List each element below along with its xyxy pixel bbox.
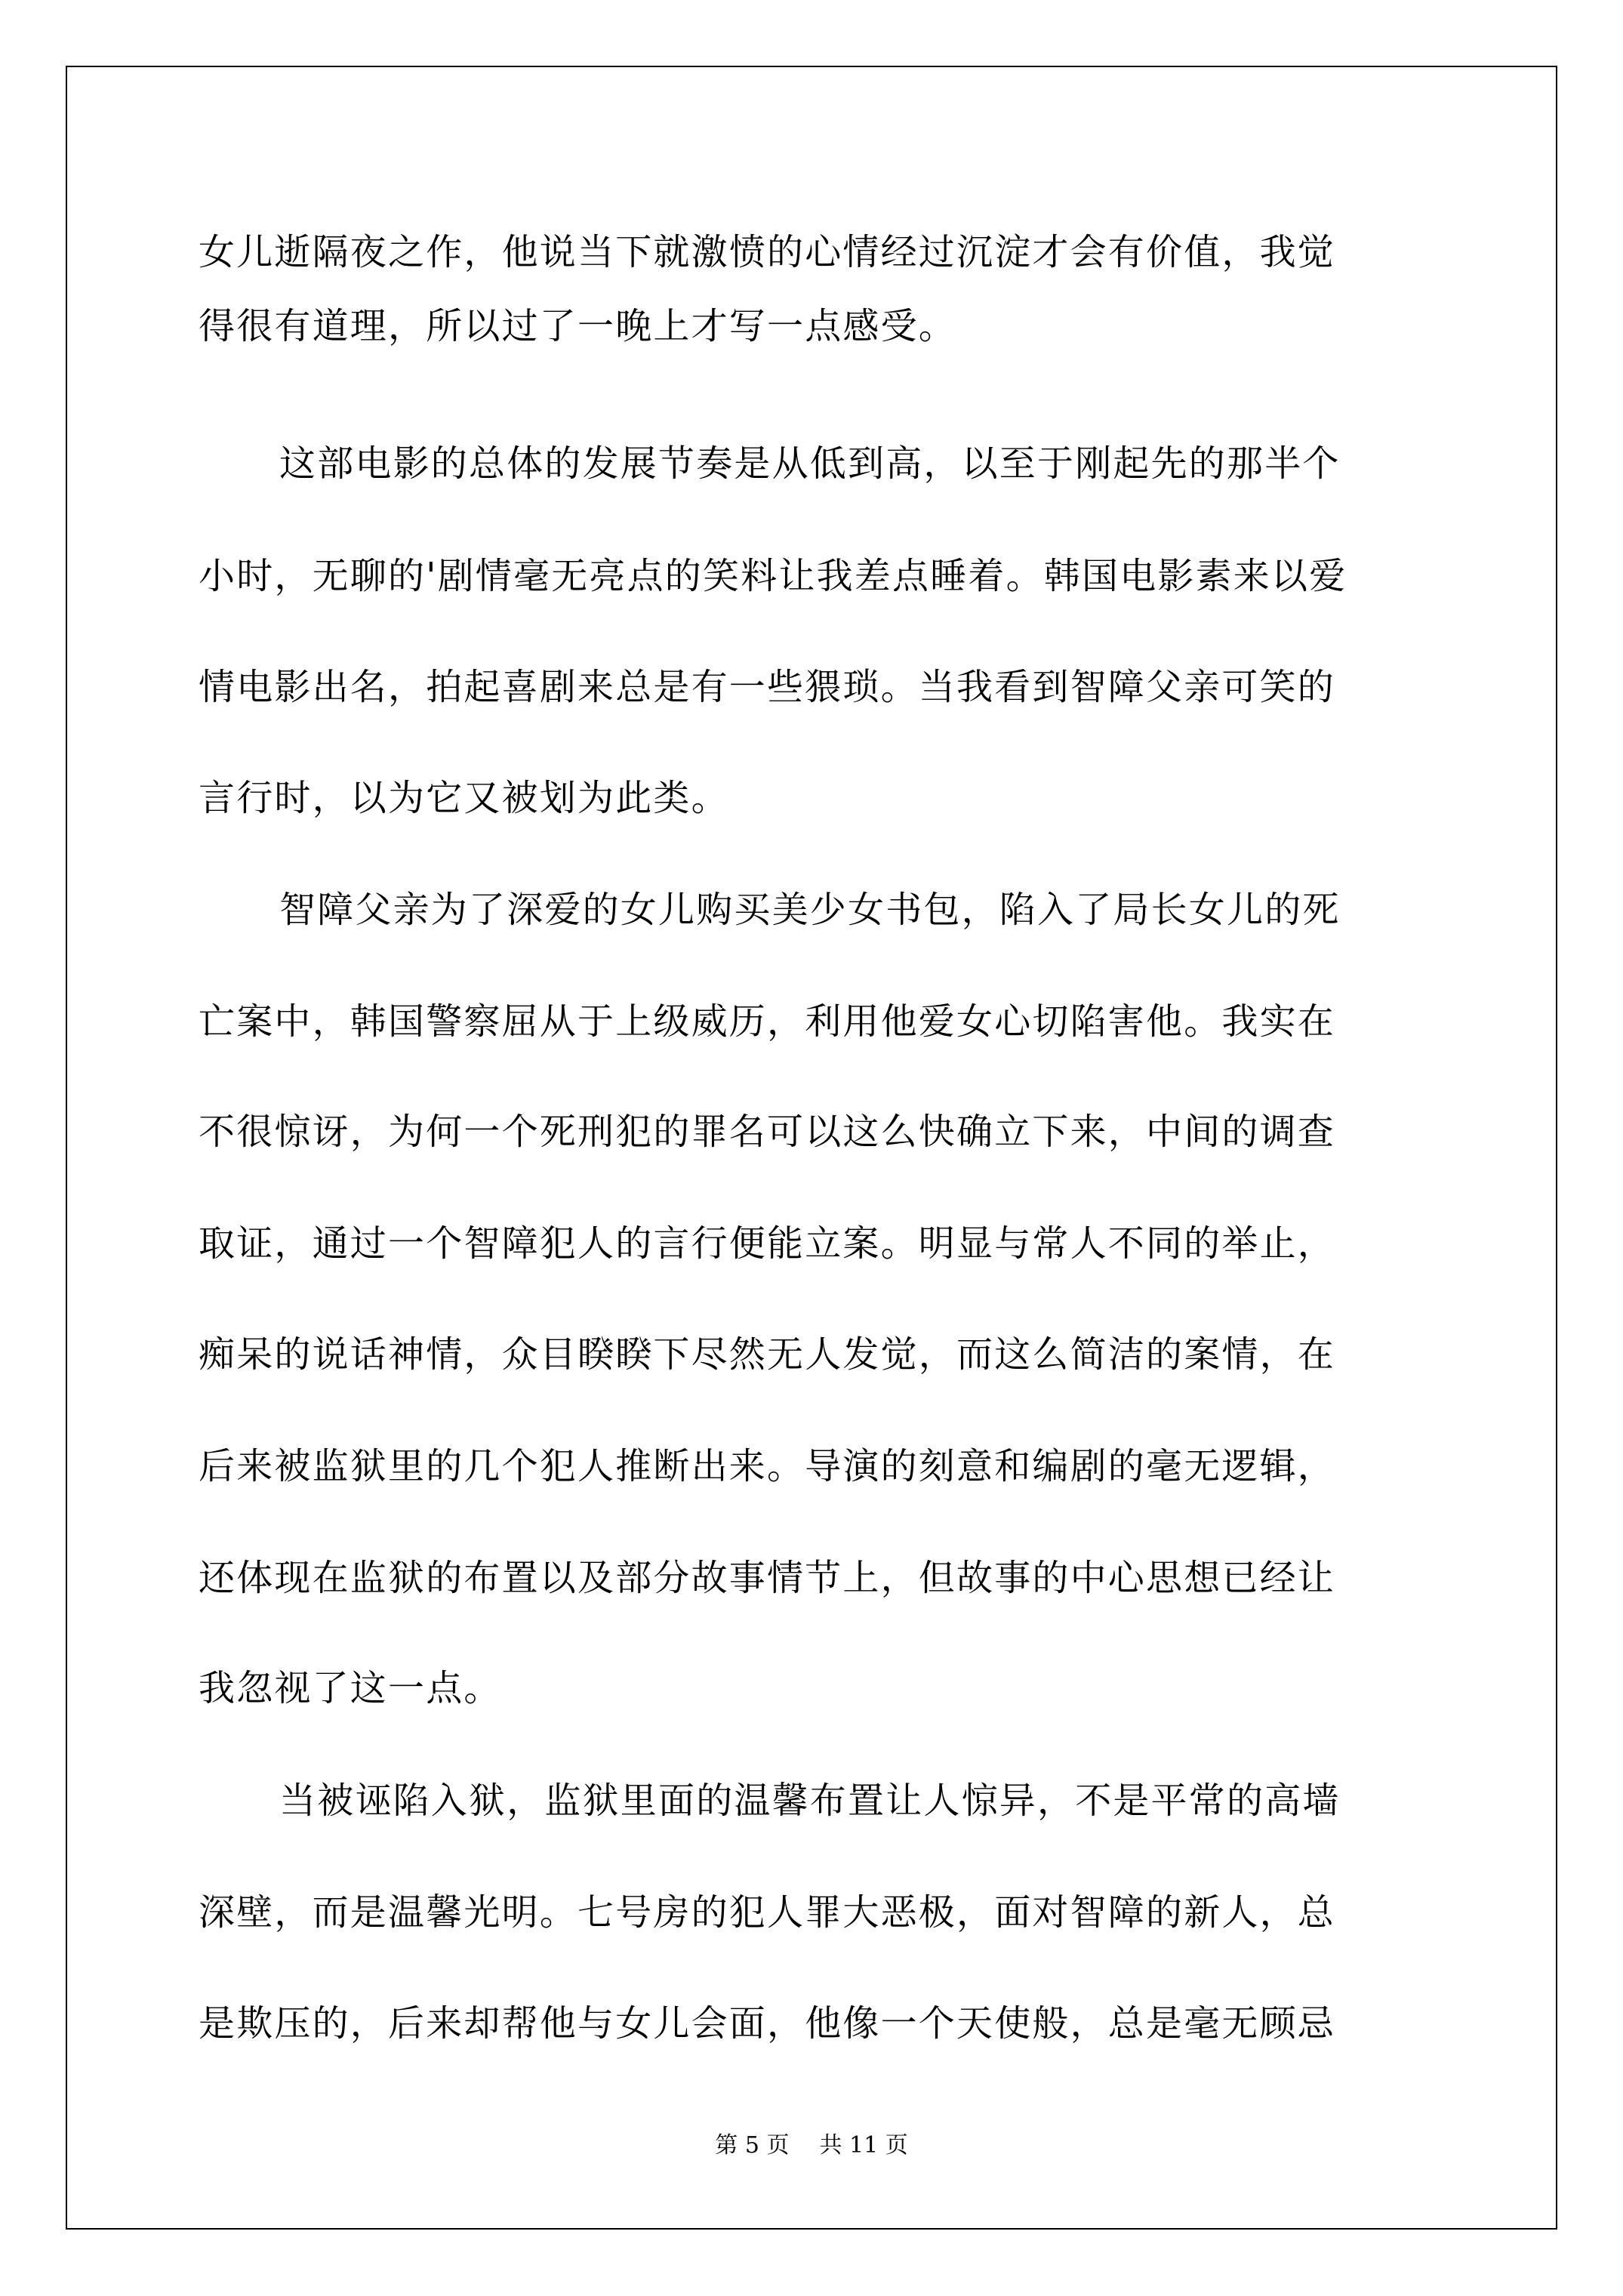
text-line: 还体现在监狱的布置以及部分故事情节上，但故事的中心思想已经让 xyxy=(199,1557,1336,1599)
text-line: 当被诬陷入狱，监狱里面的温馨布置让人惊异，不是平常的高墙 xyxy=(279,1780,1341,1822)
text-line: 言行时，以为它又被划为此类。 xyxy=(199,777,729,819)
text-line: 我忽视了这一点。 xyxy=(199,1667,502,1709)
text-line: 小时，无聊的'剧情毫无亮点的笑料让我差点睡着。韩国电影素来以爱 xyxy=(199,555,1347,597)
text-line: 女儿逝隔夜之作，他说当下就激愤的心情经过沉淀才会有价值，我觉 xyxy=(199,231,1336,273)
text-line: 这部电影的总体的发展节奏是从低到高，以至于刚起先的那半个 xyxy=(279,442,1341,485)
page-total: 共 11 页 xyxy=(819,2132,908,2159)
text-line: 是欺压的，后来却帮他与女儿会面，他像一个天使般，总是毫无顾忌 xyxy=(199,2002,1336,2045)
text-line: 后来被监狱里的几个犯人推断出来。导演的刻意和编剧的毫无逻辑， xyxy=(199,1445,1336,1487)
text-line: 情电影出名，拍起喜剧来总是有一些猥琐。当我看到智障父亲可笑的 xyxy=(199,666,1336,708)
text-line: 不很惊讶，为何一个死刑犯的罪名可以这么快确立下来，中间的调查 xyxy=(199,1111,1336,1153)
page-number: 第 5 页 xyxy=(715,2132,790,2159)
text-line: 痴呆的说话神情，众目睽睽下尽然无人发觉，而这么简洁的案情，在 xyxy=(199,1333,1336,1376)
text-line: 得很有道理，所以过了一晚上才写一点感受。 xyxy=(199,305,957,347)
text-line: 取证，通过一个智障犯人的言行便能立案。明显与常人不同的举止， xyxy=(199,1222,1336,1265)
page-footer xyxy=(0,2131,1623,2161)
text-line: 深壁，而是温馨光明。七号房的犯人罪大恶极，面对智障的新人，总 xyxy=(199,1891,1336,1934)
text-line: 智障父亲为了深爱的女儿购买美少女书包，陷入了局长女儿的死 xyxy=(279,889,1341,931)
text-line: 亡案中，韩国警察屈从于上级威历，利用他爱女心切陷害他。我实在 xyxy=(199,1000,1336,1043)
